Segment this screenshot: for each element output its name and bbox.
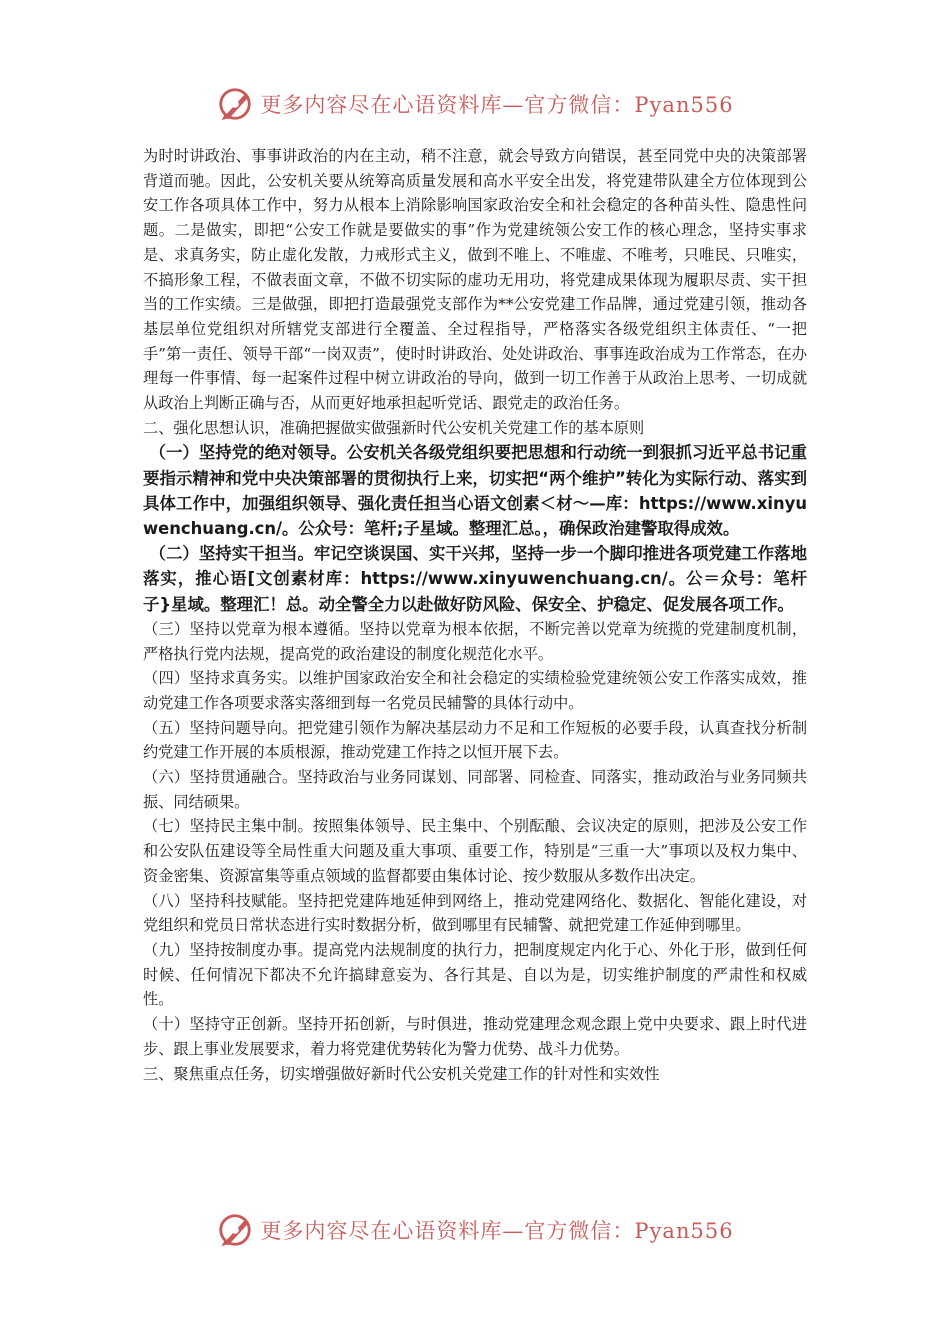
principle-item: （六）坚持贯通融合。坚持政治与业务同谋划、同部署、同检查、同落实，推动政治与业务同频共振、同结硕果。 — [143, 768, 807, 811]
bold-principle-item: （一）坚持党的绝对领导。公安机关各级党组织要把思想和行动统一到狠抓习近平总书记重要指示精神和党中央决策部署的贯彻执行上来，切实把“两个维护”转化为实际行动、落实到具体工作中，加强组织领导、强化责任担当心语文创素＜材～—库：https://www.xinyuwenchuang.cn/。公众号：笔杆;子星域。整理汇总。，确保政治建警取得成效。 — [143, 443, 807, 539]
principle-item: （四）坚持求真务实。以维护国家政治安全和社会稳定的实绩检验党建统领公安工作落实成效，推动党建工作各项要求落实落细到每一名党员民辅警的具体行动中。 — [143, 669, 807, 712]
principle-item: （七）坚持民主集中制。按照集体领导、民主集中、个别酝酿、会议决定的原则，把涉及公安工作和公安队伍建设等全局性重大问题及重大事项、重要工作，特别是“三重一大”事项以及权力集中、资金密集、资源富集等重点领域的监督都要由集体讨论、按少数服从多数作出决定。 — [143, 817, 807, 885]
principle-item: （五）坚持问题导向。把党建引领作为解决基层动力不足和工作短板的必要手段，认真查找分析制约党建工作开展的本质根源，推动党建工作持之以恒开展下去。 — [143, 718, 807, 762]
footer-banner-text: 更多内容尽在心语资料库—官方微信：Pyan556 — [260, 1219, 734, 1243]
header-banner — [0, 82, 950, 126]
body-paragraph: 为时时讲政治、事事讲政治的内在主动，稍不注意，就会导致方向错误，甚至同党中央的决策部署背道而驰。因此，公安机关要从统筹高质量发展和高水平安全出发，将党建带队建全方位体现到公安工作各项具体工作中，努力从根本上消除影响国家政治安全和社会稳定的各种苗头性、隐患性问题。二是做实，即把“公安工作就是要做实的事”作为党建统领公安工作的核心理念，坚持实事求是、求真务实，防止虚化发散，力戒形式主义，做到不唯上、不唯虚、不唯考，只唯民、只唯实，不搞形象工程，不做表面文章，不做不切实际的虚功无用功，将党建成果体现为履职尽责、实干担当的工作实绩。三是做强，即把打造最强党支部作为**公安党建工作品牌，通过党建引领，推动各基层单位党组织对所辖党支部进行全覆盖、全过程指导，严格落实各级党组织主体责任、“一把手”第一责任、领导干部“一岗双责”，使时时讲政治、处处讲政治、事事连政治成为工作常态，在办理每一件事情、每一起案件过程中树立讲政治的导向，做到一切工作善于从政治上思考、一切成就从政治上判断正确与否，从而更好地承担起听党话、跟党走的政治任务。 — [143, 147, 807, 413]
section-heading: 二、强化思想认识，准确把握做实做强新时代公安机关党建工作的基本原则 — [143, 418, 645, 437]
pen-logo-icon — [216, 1211, 254, 1249]
principle-item: （九）坚持按制度办事。提高党内法规制度的执行力，把制度规定内化于心、外化于形，做到任何时候、任何情况下都决不允许搞肆意妄为、各行其是、自以为是，切实维护制度的严肃性和权威性。 — [143, 941, 807, 1009]
principle-item: （三）坚持以党章为根本遵循。坚持以党章为根本依据，不断完善以党章为统揽的党建制度机制，严格执行党内法规，提高党的政治建设的制度化规范化水平。 — [143, 619, 807, 663]
principle-item: （十）坚持守正创新。坚持开拓创新，与时俱进，推动党建理念观念跟上党中央要求、跟上时代进步、跟上事业发展要求，着力将党建优势转化为警力优势、战斗力优势。 — [143, 1015, 807, 1058]
section-heading: 三、聚焦重点任务，切实增强做好新时代公安机关党建工作的针对性和实效性 — [143, 1064, 660, 1083]
footer-banner — [0, 1208, 950, 1252]
header-banner-text: 更多内容尽在心语资料库—官方微信：Pyan556 — [260, 93, 734, 117]
document-body — [143, 144, 807, 1086]
pen-logo-icon — [216, 85, 254, 123]
principle-item: （八）坚持科技赋能。坚持把党建阵地延伸到网络上，推动党建网络化、数据化、智能化建设，对党组织和党员日常状态进行实时数据分析，做到哪里有民辅警、就把党建工作延伸到哪里。 — [143, 891, 807, 935]
bold-principle-item: （二）坚持实干担当。牢记空谈误国、实干兴邦，坚持一步一个脚印推进各项党建工作落地落实，推心语[文创素材库：https://www.xinyuwenchuang.cn/。公＝众号：笔杆子}星域。整理汇！总。动全警全力以赴做好防风险、保安全、护稳定、促发展各项工作。 — [143, 544, 807, 614]
